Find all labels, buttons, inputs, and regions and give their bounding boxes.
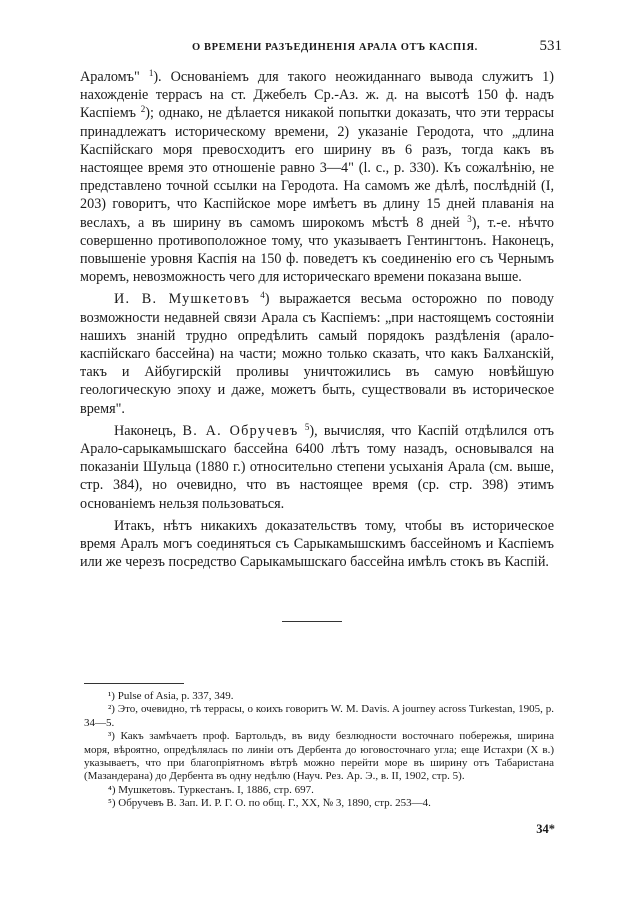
page-number: 531: [539, 38, 562, 54]
text: Итакъ, нѣтъ никакихъ доказательствъ тому, чтобы въ историческое время Аралъ могъ соединяться съ Сарыкамышскимъ бассейномъ и Каспіемъ или же черезъ посредство Сарыкамышскаго бассейна имѣлъ стокъ въ Каспій.: [80, 517, 554, 571]
paragraph-3: [80, 422, 554, 513]
paragraph-4: [80, 517, 554, 572]
footnote-mark: ³): [108, 730, 115, 743]
footnote: [84, 703, 554, 730]
page-header: [80, 40, 562, 58]
text: ) выражается весьма осторожно по поводу возможности недавней связи Арала съ Каспіемъ: „при настоящемъ состояніи нашихъ знаній трудно опредѣлить самый порядокъ раздѣленія (арало-каспійскаго бассейна) на части; можно только сказать, что какъ Балханскій, такъ и Айбугирскій проливы уничтожились въ самую новѣйшую геологическую эпоху и даже, можетъ быть, существовали въ историческое время".: [80, 291, 554, 417]
footnote: [84, 784, 554, 797]
printer-signature: 34*: [536, 822, 555, 836]
footnote-ref: 4: [260, 290, 265, 301]
text: ); однако, не дѣлается никакой попытки доказать, что эти террасы принадлежатъ историческому времени, 2) указаніе Геродота, что „длина Каспійскаго моря превосходитъ его ширину въ 6 разъ, тогда какъ въ настоящее время это отношеніе равно 3—4" (l. c., p. 330). Къ сожалѣнію, не представлено точной ссылки на Геродота. На самомъ же дѣлѣ, послѣдній (I, 203) говоритъ, что Каспійское море имѣетъ въ длину 15 дней плаванія на веслахъ, а въ ширину въ самомъ широкомъ мѣстѣ 8 дней: [80, 105, 554, 231]
paragraph-2: [80, 290, 554, 417]
footnote-ref: 3: [467, 213, 472, 224]
footnote-text: Это, очевидно, тѣ террасы, о коихъ говоритъ W. M. Davis. A journey across Turkestan, 1905, p. 34—5.: [84, 703, 555, 729]
footnote-ref: 1: [148, 68, 154, 78]
footnote-mark: ¹): [108, 690, 115, 702]
footnote-ref: 2: [140, 104, 146, 115]
footnote-text: Какъ замѣчаетъ проф. Бартольдъ, въ виду безлюдности восточнаго побережья, ширина моря, вѣроятно, опредѣлялась по линіи отъ Дербента до юговосточнаго угла; еще Истахри (X в.) указываетъ, что при благопріятномъ вѣтрѣ можно перейти море въ ширину отъ Табаристана (Мазандерана) до Дербента въ одну недѣлю (Науч. Рез. Ар. Э., в. II, 1902, стр. 5).: [84, 730, 554, 783]
text: ), т.-е. нѣчто совершенно противоположное тому, что указываетъ Гентингтонъ. Наконецъ, повышеніе уровня Каспія на 150 ф. поведетъ къ соединенію его съ Чернымъ моремъ, невозможность чего для историческаго времени показана выше.: [80, 214, 554, 286]
footnote-text: Мушкетовъ. Туркестанъ. I, 1886, стр. 697.: [118, 783, 314, 796]
footnote-mark: ²): [108, 703, 115, 716]
footnote-divider: [84, 683, 184, 684]
text: Араломъ": [80, 69, 149, 85]
text: ). Основаніемъ для такого неожиданнаго вывода служитъ 1) нахожденіе террасъ на ст. Джебелъ Ср.-Аз. ж. д. на высотѣ 150 ф. надъ Каспіемъ: [80, 69, 554, 122]
footnote-text: Обручевъ В. Зап. И. Р. Г. О. по общ. Г., XX, № 3, 1890, стр. 253—4.: [118, 797, 431, 810]
footnote-mark: ⁵): [108, 797, 116, 810]
author-name: В. А. Обручевъ: [182, 422, 299, 439]
footnote: [84, 797, 554, 810]
footnote-mark: ⁴): [108, 783, 116, 796]
footnote-ref: 5: [304, 421, 310, 432]
section-divider: [282, 621, 342, 622]
text: Наконецъ,: [114, 422, 183, 439]
footnote: [84, 730, 554, 784]
main-text: [80, 68, 554, 575]
footnote: [84, 690, 554, 703]
footnote-text: Pulse of Asia, p. 337, 349.: [117, 690, 234, 702]
paragraph-1: [80, 68, 554, 286]
text: ), вычисляя, что Каспій отдѣлился отъ Арало-сарыкамышскаго бассейна 6400 лѣтъ тому назадъ, основывался на показаніи Шульца (1880 г.) относительно степени усыханія Арала (см. выше, стр. 384), но очевидно, что въ настоящее время (ср. стр. 398) этимъ основаніемъ нельзя пользоваться.: [80, 422, 554, 512]
footnotes: [84, 690, 554, 811]
running-head: О ВРЕМЕНИ РАЗЪЕДИНЕНІЯ АРАЛА ОТЪ КАСПІЯ.: [192, 42, 478, 53]
author-name: И. В. Мушкетовъ: [114, 291, 251, 308]
